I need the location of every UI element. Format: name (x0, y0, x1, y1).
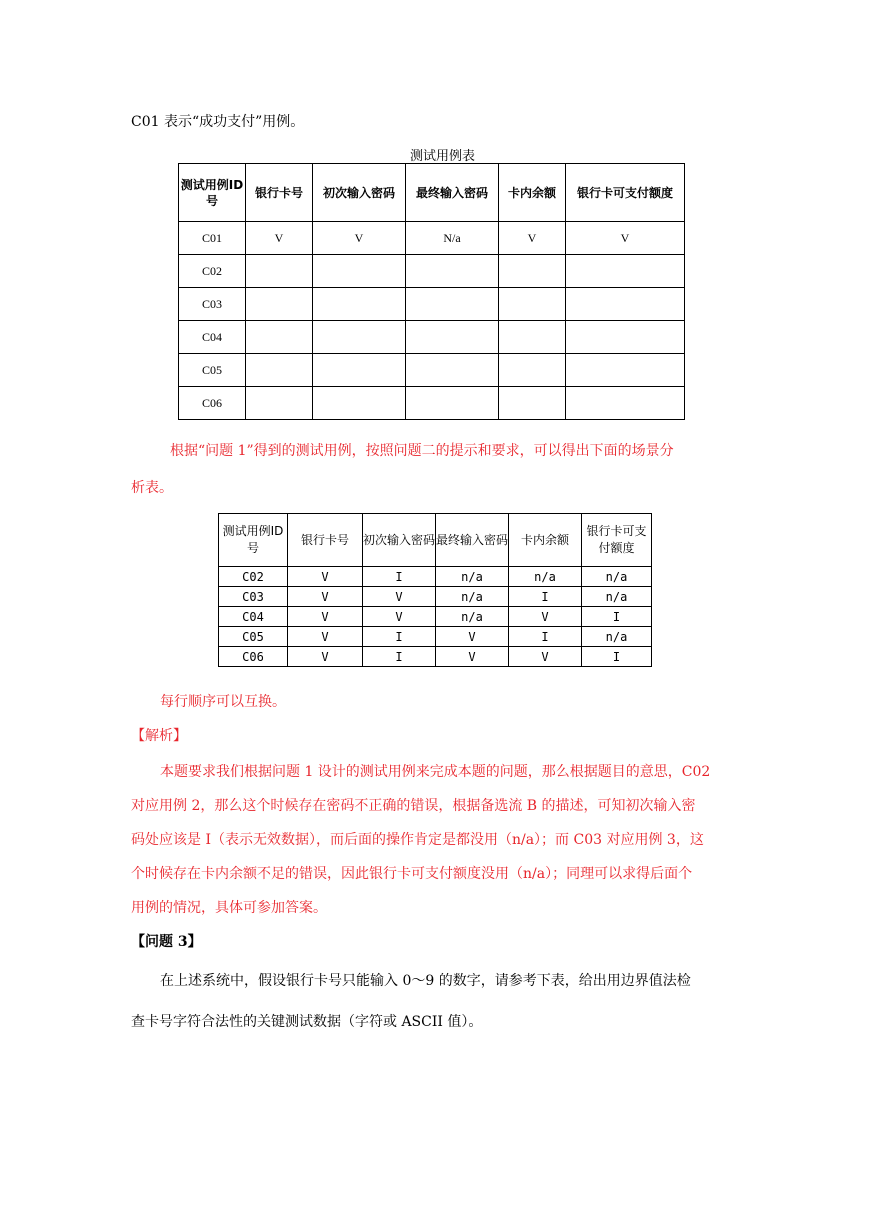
table-cell: V (288, 587, 363, 607)
table-cell (313, 255, 406, 288)
table-cell: C03 (219, 587, 288, 607)
table-cell (499, 354, 566, 387)
table1-header-first-pwd: 初次输入密码 (313, 164, 406, 222)
table2-header-final-pwd: 最终输入密码 (436, 514, 509, 567)
table-cell: n/a (436, 567, 509, 587)
table-cell: V (509, 607, 582, 627)
table-row (219, 607, 652, 627)
table-cell: V (436, 627, 509, 647)
table-cell: V (288, 607, 363, 627)
table-row (179, 288, 685, 321)
table-cell (566, 288, 685, 321)
table-row (219, 647, 652, 667)
table-cell (246, 321, 313, 354)
table-cell: C04 (179, 321, 246, 354)
table-cell (313, 321, 406, 354)
analysis-line-5: 用例的情况，具体可参加答案。 (131, 900, 327, 916)
table1-header-limit: 银行卡可支付额度 (566, 164, 685, 222)
question3-heading: 【问题 3】 (131, 934, 202, 950)
table-cell (406, 288, 499, 321)
table1-caption: 测试用例表 (410, 149, 476, 164)
table1-header-balance: 卡内余额 (499, 164, 566, 222)
table-row (219, 627, 652, 647)
table1-header-card: 银行卡号 (246, 164, 313, 222)
table-cell: I (509, 627, 582, 647)
table-cell: V (436, 647, 509, 667)
table-cell (246, 288, 313, 321)
table-row (179, 255, 685, 288)
question3-line-1: 在上述系统中，假设银行卡号只能输入 0～9 的数字，请参考下表，给出用边界值法检 (160, 973, 691, 989)
analysis-line-2: 对应用例 2，那么这个时候存在密码不正确的错误，根据备选流 B 的描述，可知初次输入密 (131, 798, 696, 814)
table-cell: V (288, 647, 363, 667)
table-row (179, 321, 685, 354)
table-cell: V (363, 587, 436, 607)
table-cell: I (363, 627, 436, 647)
table-cell: C05 (179, 354, 246, 387)
table-cell (246, 354, 313, 387)
table-cell (313, 354, 406, 387)
table2-header-first-pwd: 初次输入密码 (363, 514, 436, 567)
table-cell: n/a (436, 587, 509, 607)
table-row (179, 222, 685, 255)
table-cell: C03 (179, 288, 246, 321)
table2-header-row (219, 514, 652, 567)
analysis-line-1: 本题要求我们根据问题 1 设计的测试用例来完成本题的问题，那么根据题目的意思，C02 (160, 764, 711, 780)
table-cell: C01 (179, 222, 246, 255)
test-case-table (178, 163, 685, 420)
table-cell: C05 (219, 627, 288, 647)
table-cell (406, 354, 499, 387)
table-cell (499, 387, 566, 420)
table-cell: n/a (582, 627, 652, 647)
scenario-analysis-table (218, 513, 652, 667)
table-cell (246, 255, 313, 288)
table-cell: n/a (582, 567, 652, 587)
note-text: 每行顺序可以互换。 (160, 694, 286, 710)
table-cell: V (288, 567, 363, 587)
table-row (219, 587, 652, 607)
table-cell (566, 387, 685, 420)
analysis-line-3: 码处应该是 I（表示无效数据），而后面的操作肯定是都没用（n/a）；而 C03 对应用例 3，这 (131, 832, 704, 848)
table2-header-limit: 银行卡可支付额度 (582, 514, 652, 567)
table-cell: C06 (179, 387, 246, 420)
table-cell (499, 255, 566, 288)
analysis-heading: 【解析】 (131, 728, 187, 744)
table-cell (246, 387, 313, 420)
table-cell: C02 (179, 255, 246, 288)
table-cell (499, 288, 566, 321)
table-cell: n/a (509, 567, 582, 587)
table2-header-balance: 卡内余额 (509, 514, 582, 567)
table1-header-row (179, 164, 685, 222)
scenario-intro-line2: 析表。 (131, 480, 173, 496)
table1-header-final-pwd: 最终输入密码 (406, 164, 499, 222)
table-cell: n/a (582, 587, 652, 607)
table-cell: V (566, 222, 685, 255)
analysis-line-4: 个时候存在卡内余额不足的错误，因此银行卡可支付额度没用（n/a）；同理可以求得后面个 (131, 866, 693, 882)
table-cell: I (509, 587, 582, 607)
table-cell: V (509, 647, 582, 667)
table-cell: V (288, 627, 363, 647)
table-cell: V (246, 222, 313, 255)
scenario-intro-line1: 根据“问题 1”得到的测试用例，按照问题二的提示和要求，可以得出下面的场景分 (170, 443, 674, 459)
table-cell: V (363, 607, 436, 627)
table-cell (566, 354, 685, 387)
table-cell (406, 255, 499, 288)
table-row (179, 387, 685, 420)
table-cell: I (363, 567, 436, 587)
table-cell: I (363, 647, 436, 667)
table2-header-card: 银行卡号 (288, 514, 363, 567)
table-row (219, 567, 652, 587)
table-cell: C06 (219, 647, 288, 667)
table-cell (406, 387, 499, 420)
table-cell: I (582, 607, 652, 627)
table2-header-id: 测试用例ID 号 (219, 514, 288, 567)
table-cell: n/a (436, 607, 509, 627)
table-cell: C04 (219, 607, 288, 627)
table-cell: C02 (219, 567, 288, 587)
table-row (179, 354, 685, 387)
table-cell: N/a (406, 222, 499, 255)
table1-header-id: 测试用例ID 号 (179, 164, 246, 222)
table-cell: I (582, 647, 652, 667)
table-cell (313, 387, 406, 420)
question3-line-2: 查卡号字符合法性的关键测试数据（字符或 ASCII 值）。 (131, 1014, 483, 1030)
table-cell (406, 321, 499, 354)
intro-text: C01 表示“成功支付”用例。 (131, 114, 305, 130)
table-cell (566, 255, 685, 288)
table-cell (566, 321, 685, 354)
table-cell: V (499, 222, 566, 255)
table-cell (499, 321, 566, 354)
table-cell (313, 288, 406, 321)
table-cell: V (313, 222, 406, 255)
